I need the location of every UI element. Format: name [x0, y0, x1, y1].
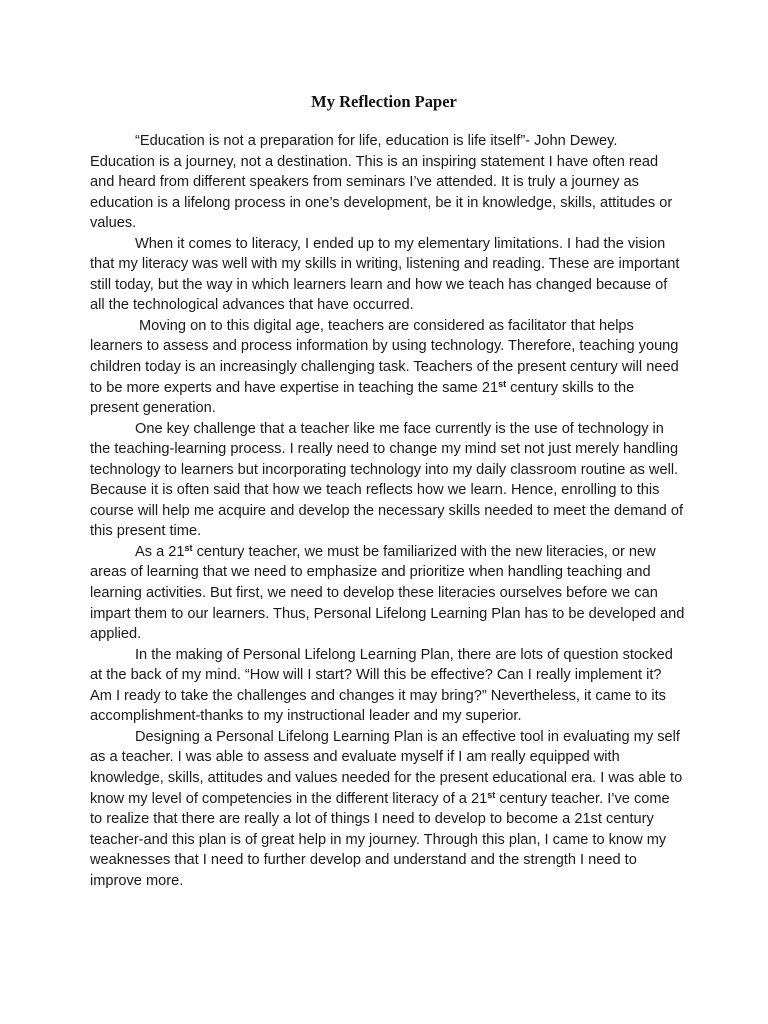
- paragraph-1-text: “Education is not a preparation for life, education is life itself”- John Dewey. Education is a journey, not a destination. This is an inspiring statement I have often read and heard from different speakers from seminars I’ve attended. It is truly a journey as education is a lifelong process in one’s development, be it in knowledge, skills, attitudes or values.: [90, 133, 673, 232]
- paragraph-5: [90, 542, 685, 645]
- paragraph-7-text-end: century teacher. I’ve come to realize that there are really a lot of things I need to develop to become a 21st century teacher-and this plan is of great help in my journey. Through this plan, I came to know my weaknesses that I need to further develop and understand and the strength I need to improve more.: [90, 790, 670, 889]
- paragraph-3: [90, 316, 685, 419]
- paragraph-7-text: Designing a Personal Lifelong Learning Plan is an effective tool in evaluating my self as a teacher. I was able to assess and evaluate myself if I am really equipped with knowledge, skills, attitudes and values needed for the present educational era. I was able to know my level of competencies in the different literacy of a 21: [90, 728, 683, 807]
- document-body: [90, 131, 685, 891]
- paragraph-6: [90, 645, 685, 727]
- paragraph-2-text: When it comes to literacy, I ended up to my elementary limitations. I had the vision that my literacy was well with my skills in writing, listening and reading. These are important still today, but the way in which learners learn and how we teach has changed because of all the technological advances that have occurred.: [90, 235, 680, 314]
- superscript-st: st: [498, 378, 507, 389]
- paragraph-7: [90, 727, 685, 891]
- paragraph-1: [90, 131, 685, 234]
- paragraph-3-text-end: century skills to the present generation.: [90, 379, 635, 417]
- paragraph-5-text: As a 21: [135, 543, 185, 560]
- paragraph-6-text: In the making of Personal Lifelong Learning Plan, there are lots of question stocked at the back of my mind. “How will I start? Will this be effective? Can I really implement it? Am I ready to take the challenges and changes it may bring?” Nevertheless, it came to its accomplishment-thanks to my instructional leader and my superior.: [90, 646, 673, 725]
- paragraph-3-text: Moving on to this digital age, teachers are considered as facilitator that helps learners to assess and process information by using technology. Therefore, teaching young children today is an increasingly challenging task. Teachers of the present century will need to be more experts and have expertise in teaching the same 21: [90, 317, 679, 396]
- superscript-st: st: [184, 542, 193, 553]
- paragraph-4: [90, 419, 685, 542]
- paragraph-5-text-end: century teacher, we must be familiarized with the new literacies, or new areas of learning that we need to emphasize and prioritize when handling teaching and learning activities. But first, we need to develop these literacies ourselves before we can impart them to our learners. Thus, Personal Lifelong Learning Plan has to be developed and applied.: [90, 543, 685, 643]
- paragraph-4-text: One key challenge that a teacher like me face currently is the use of technology in the teaching-learning process. I really need to change my mind set not just merely handling technology to learners but incorporating technology into my daily classroom routine as well. Because it is often said that how we teach reflects how we learn. Hence, enrolling to this course will help me acquire and develop the necessary skills needed to meet the demand of this present time.: [90, 420, 684, 540]
- superscript-st: st: [487, 789, 496, 800]
- page-title: My Reflection Paper: [311, 92, 457, 111]
- paragraph-2: [90, 234, 685, 316]
